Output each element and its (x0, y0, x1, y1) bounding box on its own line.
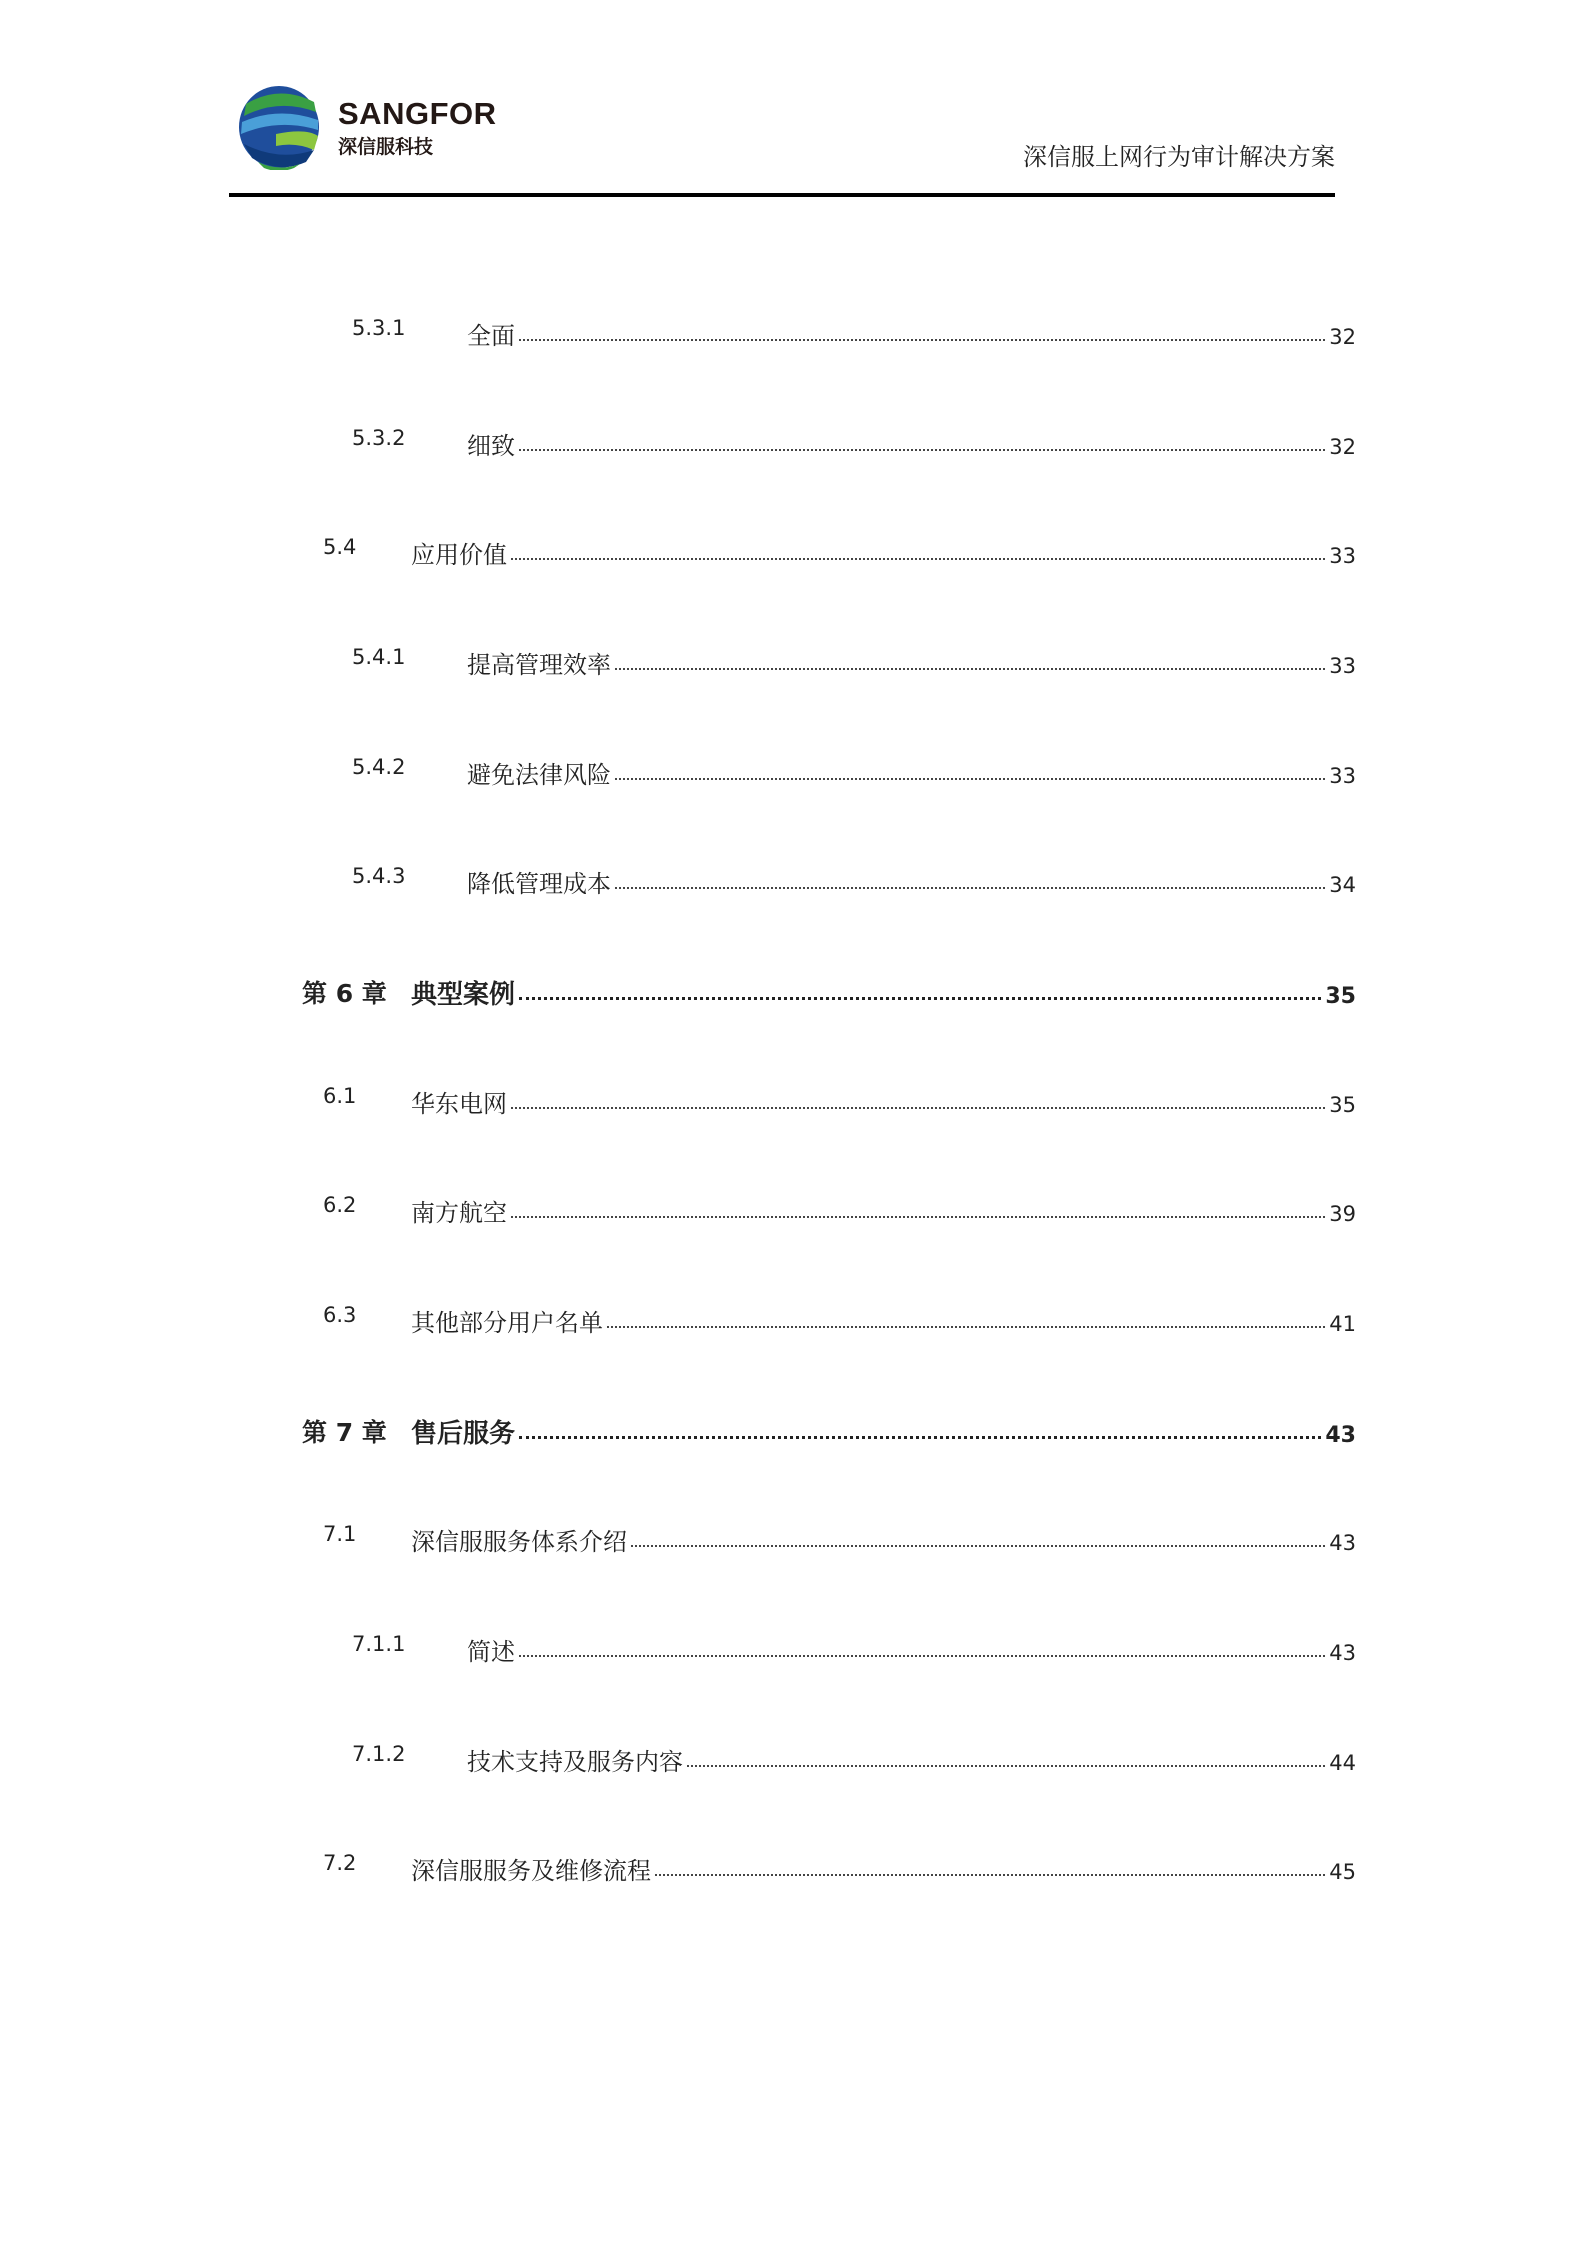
toc-label: 深信服服务体系介绍 (411, 1528, 627, 1556)
toc-label: 华东电网 (411, 1090, 507, 1118)
toc-label: 深信服服务及维修流程 (411, 1857, 651, 1885)
toc-page-number: 43 (1325, 1423, 1356, 1448)
toc-number: 7.2 (323, 1851, 357, 1875)
toc-entry[interactable] (0, 1632, 1356, 1668)
toc-leader-dots (631, 1545, 1325, 1547)
toc-page-number: 39 (1329, 1202, 1356, 1226)
toc-page-number: 33 (1329, 544, 1356, 568)
toc-leader-dots (655, 1874, 1325, 1876)
toc-leader-dots (607, 1326, 1325, 1328)
toc-label: 其他部分用户名单 (411, 1309, 603, 1337)
toc-number: 6.2 (323, 1193, 357, 1217)
toc-page-number: 43 (1329, 1641, 1356, 1665)
toc-entry[interactable] (0, 1851, 1356, 1887)
toc-page-number: 34 (1329, 873, 1356, 897)
toc-label: 南方航空 (411, 1199, 507, 1227)
brand-name: SANGFOR (338, 96, 497, 131)
toc-label: 全面 (467, 322, 515, 350)
toc-number: 5.3.2 (352, 426, 406, 450)
toc-leader-dots (615, 778, 1325, 780)
toc-label: 细致 (467, 432, 515, 460)
sangfor-logo-icon (236, 84, 322, 174)
toc-entry[interactable] (0, 1413, 1356, 1449)
toc-entry[interactable] (0, 645, 1356, 681)
toc-entry[interactable] (0, 426, 1356, 462)
toc-page-number: 35 (1329, 1093, 1356, 1117)
toc-number: 6.1 (323, 1084, 357, 1108)
toc-entry[interactable] (0, 1303, 1356, 1339)
toc-entry[interactable] (0, 864, 1356, 900)
toc-label: 技术支持及服务内容 (467, 1748, 683, 1776)
header-rule (229, 193, 1335, 197)
toc-page-number: 44 (1329, 1751, 1356, 1775)
toc-leader-dots (511, 1107, 1325, 1109)
toc-number: 6.3 (323, 1303, 357, 1327)
toc-leader-dots (519, 1436, 1321, 1439)
toc-leader-dots (511, 558, 1325, 560)
toc-leader-dots (519, 449, 1325, 451)
toc-number: 5.4.1 (352, 645, 406, 669)
toc-page-number: 32 (1329, 325, 1356, 349)
toc-label: 典型案例 (411, 980, 516, 1010)
brand-name-cn: 深信服科技 (338, 136, 434, 158)
toc-label: 售后服务 (411, 1419, 516, 1449)
toc-number: 第 7 章 (302, 1418, 387, 1447)
toc-entry[interactable] (0, 755, 1356, 791)
toc-page-number: 32 (1329, 435, 1356, 459)
toc-entry[interactable] (0, 316, 1356, 352)
toc-label: 避免法律风险 (467, 761, 611, 789)
toc-label: 提高管理效率 (467, 651, 611, 679)
toc-entry[interactable] (0, 535, 1356, 571)
toc-number: 第 6 章 (302, 979, 387, 1008)
toc-leader-dots (615, 887, 1325, 889)
toc-leader-dots (519, 339, 1325, 341)
toc-page-number: 33 (1329, 654, 1356, 678)
toc-page-number: 45 (1329, 1860, 1356, 1884)
toc-number: 5.4 (323, 535, 357, 559)
toc-label: 降低管理成本 (467, 870, 611, 898)
toc-number: 5.3.1 (352, 316, 406, 340)
toc-entry[interactable] (0, 1522, 1356, 1558)
toc-label: 简述 (467, 1638, 515, 1666)
toc-page-number: 43 (1329, 1531, 1356, 1555)
toc-entry[interactable] (0, 974, 1356, 1010)
toc-number: 7.1.1 (352, 1632, 406, 1656)
toc-leader-dots (687, 1765, 1325, 1767)
toc-page-number: 41 (1329, 1312, 1356, 1336)
toc-entry[interactable] (0, 1742, 1356, 1778)
toc-label: 应用价值 (411, 541, 507, 569)
toc-leader-dots (511, 1216, 1325, 1218)
toc-page-number: 33 (1329, 764, 1356, 788)
toc-entry[interactable] (0, 1193, 1356, 1229)
toc-number: 7.1.2 (352, 1742, 406, 1766)
toc-number: 5.4.3 (352, 864, 406, 888)
document-title: 深信服上网行为审计解决方案 (1023, 143, 1335, 171)
toc-page-number: 35 (1325, 984, 1356, 1009)
toc-leader-dots (615, 668, 1325, 670)
toc-leader-dots (519, 997, 1321, 1000)
toc-number: 7.1 (323, 1522, 357, 1546)
toc-entry[interactable] (0, 1084, 1356, 1120)
toc-number: 5.4.2 (352, 755, 406, 779)
toc-leader-dots (519, 1655, 1325, 1657)
